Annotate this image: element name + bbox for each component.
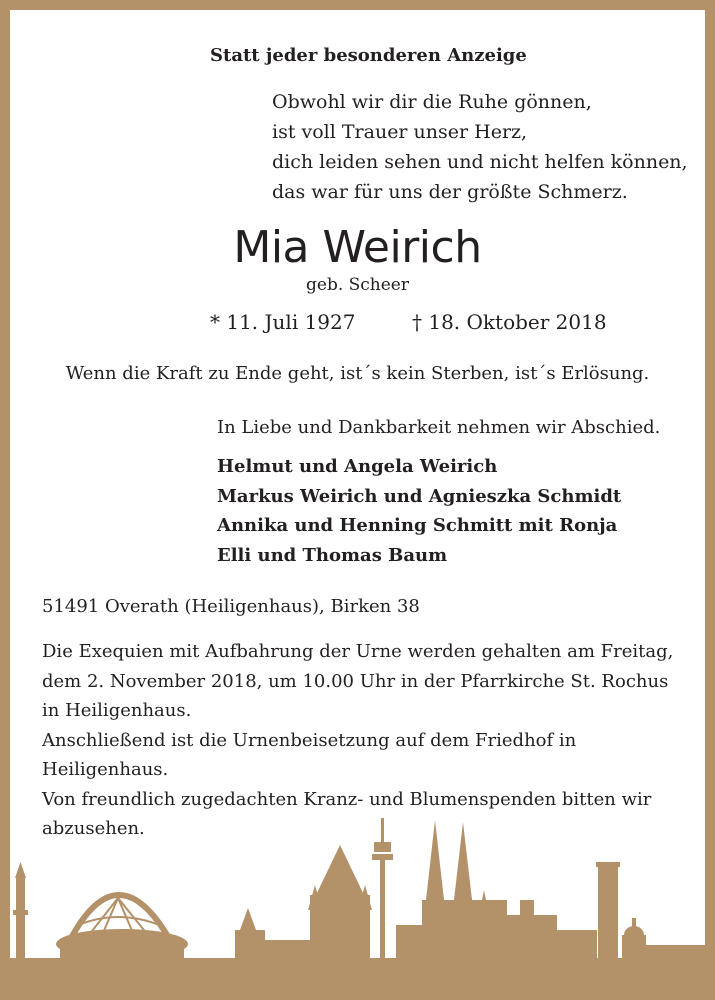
details-line: Heiligenhaus. — [42, 759, 169, 780]
details-line: dem 2. November 2018, um 10.00 Uhr in der Pfarrkirche St. Rochus — [42, 670, 669, 692]
mourner-entry: Annika und Henning Schmitt mit Ronja — [217, 515, 618, 536]
details-line: Anschließend ist die Urnenbeisetzung auf dem Friedhof in — [42, 729, 577, 751]
mourners-list — [217, 452, 621, 570]
motto-text: Wenn die Kraft zu Ende geht, ist´s kein Sterben, ist´s Erlösung. — [65, 363, 650, 384]
address-text: 51491 Overath (Heiligenhaus), Birken 38 — [42, 596, 420, 617]
maiden-name: geb. Scheer — [306, 275, 409, 295]
poem-line: Obwohl wir dir die Ruhe gönnen, — [272, 91, 592, 113]
details-line: Von freundlich zugedachten Kranz- und Blumenspenden bitten wir — [42, 788, 652, 810]
mourner-entry: Markus Weirich und Agnieszka Schmidt — [217, 485, 622, 507]
deceased-name: Mia Weirich — [233, 222, 482, 273]
poem — [272, 87, 688, 207]
details-line: in Heiligenhaus. — [42, 700, 192, 721]
header-text: Statt jeder besonderen Anzeige — [210, 45, 527, 66]
birth-date: * 11. Juli 1927 — [210, 310, 356, 334]
mourner-entry: Elli und Thomas Baum — [217, 544, 448, 566]
mourner-entry: Helmut und Angela Weirich — [217, 456, 498, 477]
details-line: Die Exequien mit Aufbahrung der Urne werden gehalten am Freitag, — [42, 641, 674, 662]
farewell-text: In Liebe und Dankbarkeit nehmen wir Abschied. — [217, 417, 661, 438]
cologne-skyline-icon — [10, 790, 705, 990]
death-date: † 18. Oktober 2018 — [412, 310, 607, 334]
poem-line: dich leiden sehen und nicht helfen können, — [272, 151, 688, 173]
details-line: abzusehen. — [42, 818, 145, 839]
poem-line: das war für uns der größte Schmerz. — [272, 181, 628, 203]
poem-line: ist voll Trauer unser Herz, — [272, 121, 528, 143]
